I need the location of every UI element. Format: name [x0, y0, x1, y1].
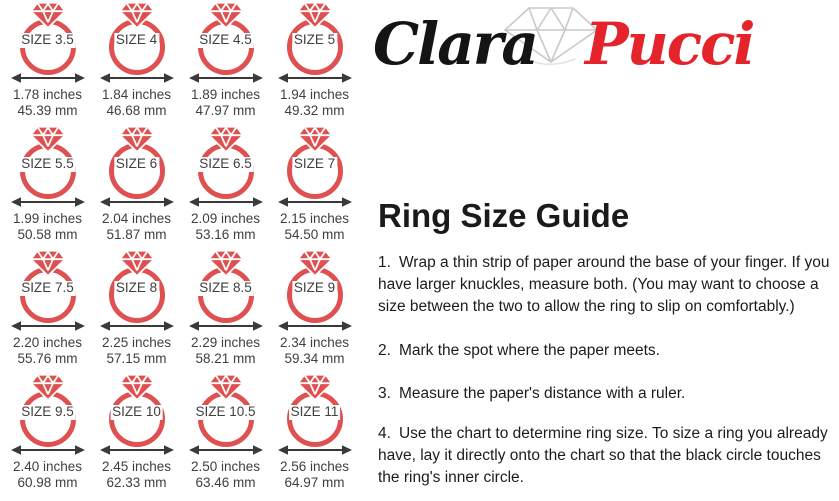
diamond-gem-icon — [297, 374, 333, 401]
ring-measurements — [102, 211, 171, 243]
ring-diameter-inches: 2.56 inches — [279, 459, 350, 474]
ring-size-label: SIZE 8 — [115, 280, 158, 295]
brand-logo — [373, 8, 793, 108]
diameter-arrow-icon — [189, 195, 263, 209]
ring-figure — [11, 250, 85, 334]
step-number: 1. — [378, 254, 391, 271]
diameter-arrow-icon — [278, 319, 352, 333]
diamond-gem-icon — [119, 250, 155, 277]
ring-size-cell — [92, 250, 181, 374]
ring-diameter-mm: 45.39 mm — [17, 103, 78, 119]
ring-diameter-inches: 2.45 inches — [101, 459, 172, 474]
diameter-arrow-icon — [11, 443, 85, 457]
ring-measurements — [191, 87, 260, 119]
diameter-arrow-icon — [100, 195, 174, 209]
diameter-arrow-icon — [189, 443, 263, 457]
brand-name-pucci: Pucci — [585, 10, 754, 78]
ring-size-cell — [270, 126, 359, 250]
ring-figure — [100, 374, 174, 458]
ring-diameter-mm: 50.58 mm — [17, 227, 78, 243]
ring-size-label: SIZE 10.5 — [195, 404, 256, 419]
diameter-arrow-icon — [278, 71, 352, 85]
ring-size-label: SIZE 6 — [115, 156, 158, 171]
guide-panel — [373, 0, 839, 501]
ring-figure — [11, 2, 85, 86]
ring-diameter-inches: 2.25 inches — [101, 335, 172, 350]
diamond-gem-icon — [297, 126, 333, 153]
ring-size-label: SIZE 5.5 — [21, 156, 74, 171]
diamond-gem-icon — [30, 2, 66, 29]
ring-diameter-inches: 2.20 inches — [12, 335, 83, 350]
instruction-step-4 — [378, 423, 839, 489]
ring-figure — [278, 126, 352, 210]
ring-size-cell — [92, 374, 181, 498]
instruction-step-1 — [378, 252, 839, 318]
ring-size-label: SIZE 3.5 — [21, 32, 74, 47]
brand-name-clara: Clara — [373, 10, 537, 78]
ring-size-cell — [3, 374, 92, 498]
diamond-gem-icon — [30, 374, 66, 401]
instruction-step-2 — [378, 340, 839, 362]
diamond-gem-icon — [208, 126, 244, 153]
ring-figure — [278, 2, 352, 86]
ring-diameter-inches: 1.84 inches — [101, 87, 172, 102]
ring-measurements — [13, 335, 82, 367]
ring-size-label: SIZE 7.5 — [21, 280, 74, 295]
ring-size-cell — [92, 2, 181, 126]
diameter-arrow-icon — [100, 443, 174, 457]
ring-size-cell — [92, 126, 181, 250]
step-text: Mark the spot where the paper meets. — [398, 342, 660, 359]
page-title: Ring Size Guide — [378, 197, 630, 234]
step-text: Use the chart to determine ring size. To size a ring you already have, lay it directly onto the chart so that the black circle touches the ring's inner circle. — [378, 425, 828, 486]
ring-diameter-mm: 60.98 mm — [17, 475, 78, 491]
ring-measurements — [191, 335, 260, 367]
ring-measurements — [13, 87, 82, 119]
ring-figure — [100, 250, 174, 334]
ring-figure — [100, 2, 174, 86]
ring-measurements — [102, 459, 171, 491]
diameter-arrow-icon — [11, 71, 85, 85]
ring-measurements — [13, 459, 82, 491]
step-text: Measure the paper's distance with a ruler. — [398, 385, 686, 402]
ring-diameter-inches: 2.15 inches — [279, 211, 350, 226]
ring-size-cell — [270, 374, 359, 498]
ring-figure — [100, 126, 174, 210]
diamond-gem-icon — [208, 374, 244, 401]
ring-size-cell — [270, 2, 359, 126]
ring-diameter-inches: 1.89 inches — [190, 87, 261, 102]
ring-diameter-inches: 1.94 inches — [279, 87, 350, 102]
ring-diameter-inches: 2.04 inches — [101, 211, 172, 226]
diameter-arrow-icon — [11, 319, 85, 333]
diamond-gem-icon — [119, 126, 155, 153]
ring-figure — [11, 126, 85, 210]
ring-measurements — [102, 87, 171, 119]
diameter-arrow-icon — [11, 195, 85, 209]
ring-diameter-inches: 2.09 inches — [190, 211, 261, 226]
ring-size-label: SIZE 5 — [293, 32, 336, 47]
step-text: Wrap a thin strip of paper around the base of your finger. If you have larger knuckles, measure both. (You may want to choose a size between the two to allow the ring to slip on comfortably.) — [378, 254, 830, 315]
ring-size-label: SIZE 11 — [290, 404, 339, 419]
diamond-gem-icon — [208, 250, 244, 277]
ring-figure — [278, 374, 352, 458]
ring-diameter-inches: 2.40 inches — [12, 459, 83, 474]
ring-size-cell — [3, 2, 92, 126]
diamond-gem-icon — [119, 374, 155, 401]
ring-diameter-mm: 46.68 mm — [106, 103, 167, 119]
ring-figure — [189, 2, 263, 86]
ring-size-label: SIZE 10 — [112, 404, 161, 419]
diamond-gem-icon — [297, 250, 333, 277]
diameter-arrow-icon — [278, 195, 352, 209]
ring-diameter-inches: 2.34 inches — [279, 335, 350, 350]
ring-diameter-inches: 1.99 inches — [12, 211, 83, 226]
ring-diameter-mm: 51.87 mm — [106, 227, 167, 243]
ring-size-cell — [181, 2, 270, 126]
ring-diameter-mm: 53.16 mm — [195, 227, 256, 243]
diamond-gem-icon — [208, 2, 244, 29]
diamond-gem-icon — [297, 2, 333, 29]
ring-size-label: SIZE 4.5 — [199, 32, 252, 47]
ring-figure — [189, 126, 263, 210]
diameter-arrow-icon — [278, 443, 352, 457]
instruction-step-3 — [378, 383, 839, 405]
ring-diameter-mm: 54.50 mm — [284, 227, 345, 243]
ring-measurements — [191, 459, 260, 491]
ring-diameter-mm: 62.33 mm — [106, 475, 167, 491]
step-number: 3. — [378, 385, 391, 402]
ring-diameter-inches: 2.29 inches — [190, 335, 261, 350]
ring-size-chart — [3, 2, 359, 498]
ring-size-label: SIZE 9 — [293, 280, 336, 295]
ring-diameter-mm: 58.21 mm — [195, 351, 256, 367]
ring-size-cell — [181, 126, 270, 250]
ring-measurements — [13, 211, 82, 243]
step-number: 2. — [378, 342, 391, 359]
ring-diameter-mm: 63.46 mm — [195, 475, 256, 491]
ring-diameter-inches: 1.78 inches — [12, 87, 83, 102]
ring-size-cell — [181, 250, 270, 374]
ring-figure — [11, 374, 85, 458]
ring-size-cell — [181, 374, 270, 498]
ring-size-label: SIZE 6.5 — [199, 156, 252, 171]
ring-diameter-inches: 2.50 inches — [190, 459, 261, 474]
ring-size-label: SIZE 8.5 — [199, 280, 252, 295]
ring-measurements — [280, 87, 349, 119]
diamond-gem-icon — [119, 2, 155, 29]
ring-measurements — [280, 335, 349, 367]
ring-size-label: SIZE 4 — [115, 32, 158, 47]
step-number: 4. — [378, 425, 391, 442]
ring-diameter-mm: 49.32 mm — [284, 103, 345, 119]
ring-measurements — [280, 459, 349, 491]
ring-figure — [189, 374, 263, 458]
ring-measurements — [102, 335, 171, 367]
ring-diameter-mm: 59.34 mm — [284, 351, 345, 367]
ring-diameter-mm: 64.97 mm — [284, 475, 345, 491]
ring-diameter-mm: 55.76 mm — [17, 351, 78, 367]
ring-size-cell — [3, 126, 92, 250]
diameter-arrow-icon — [100, 71, 174, 85]
ring-figure — [278, 250, 352, 334]
ring-diameter-mm: 47.97 mm — [195, 103, 256, 119]
ring-size-cell — [270, 250, 359, 374]
ring-diameter-mm: 57.15 mm — [106, 351, 167, 367]
ring-size-label: SIZE 7 — [293, 156, 336, 171]
diameter-arrow-icon — [189, 319, 263, 333]
ring-size-label: SIZE 9.5 — [21, 404, 74, 419]
ring-size-cell — [3, 250, 92, 374]
diamond-gem-icon — [30, 126, 66, 153]
diameter-arrow-icon — [100, 319, 174, 333]
diamond-gem-icon — [30, 250, 66, 277]
diameter-arrow-icon — [189, 71, 263, 85]
ring-figure — [189, 250, 263, 334]
ring-measurements — [191, 211, 260, 243]
ring-measurements — [280, 211, 349, 243]
